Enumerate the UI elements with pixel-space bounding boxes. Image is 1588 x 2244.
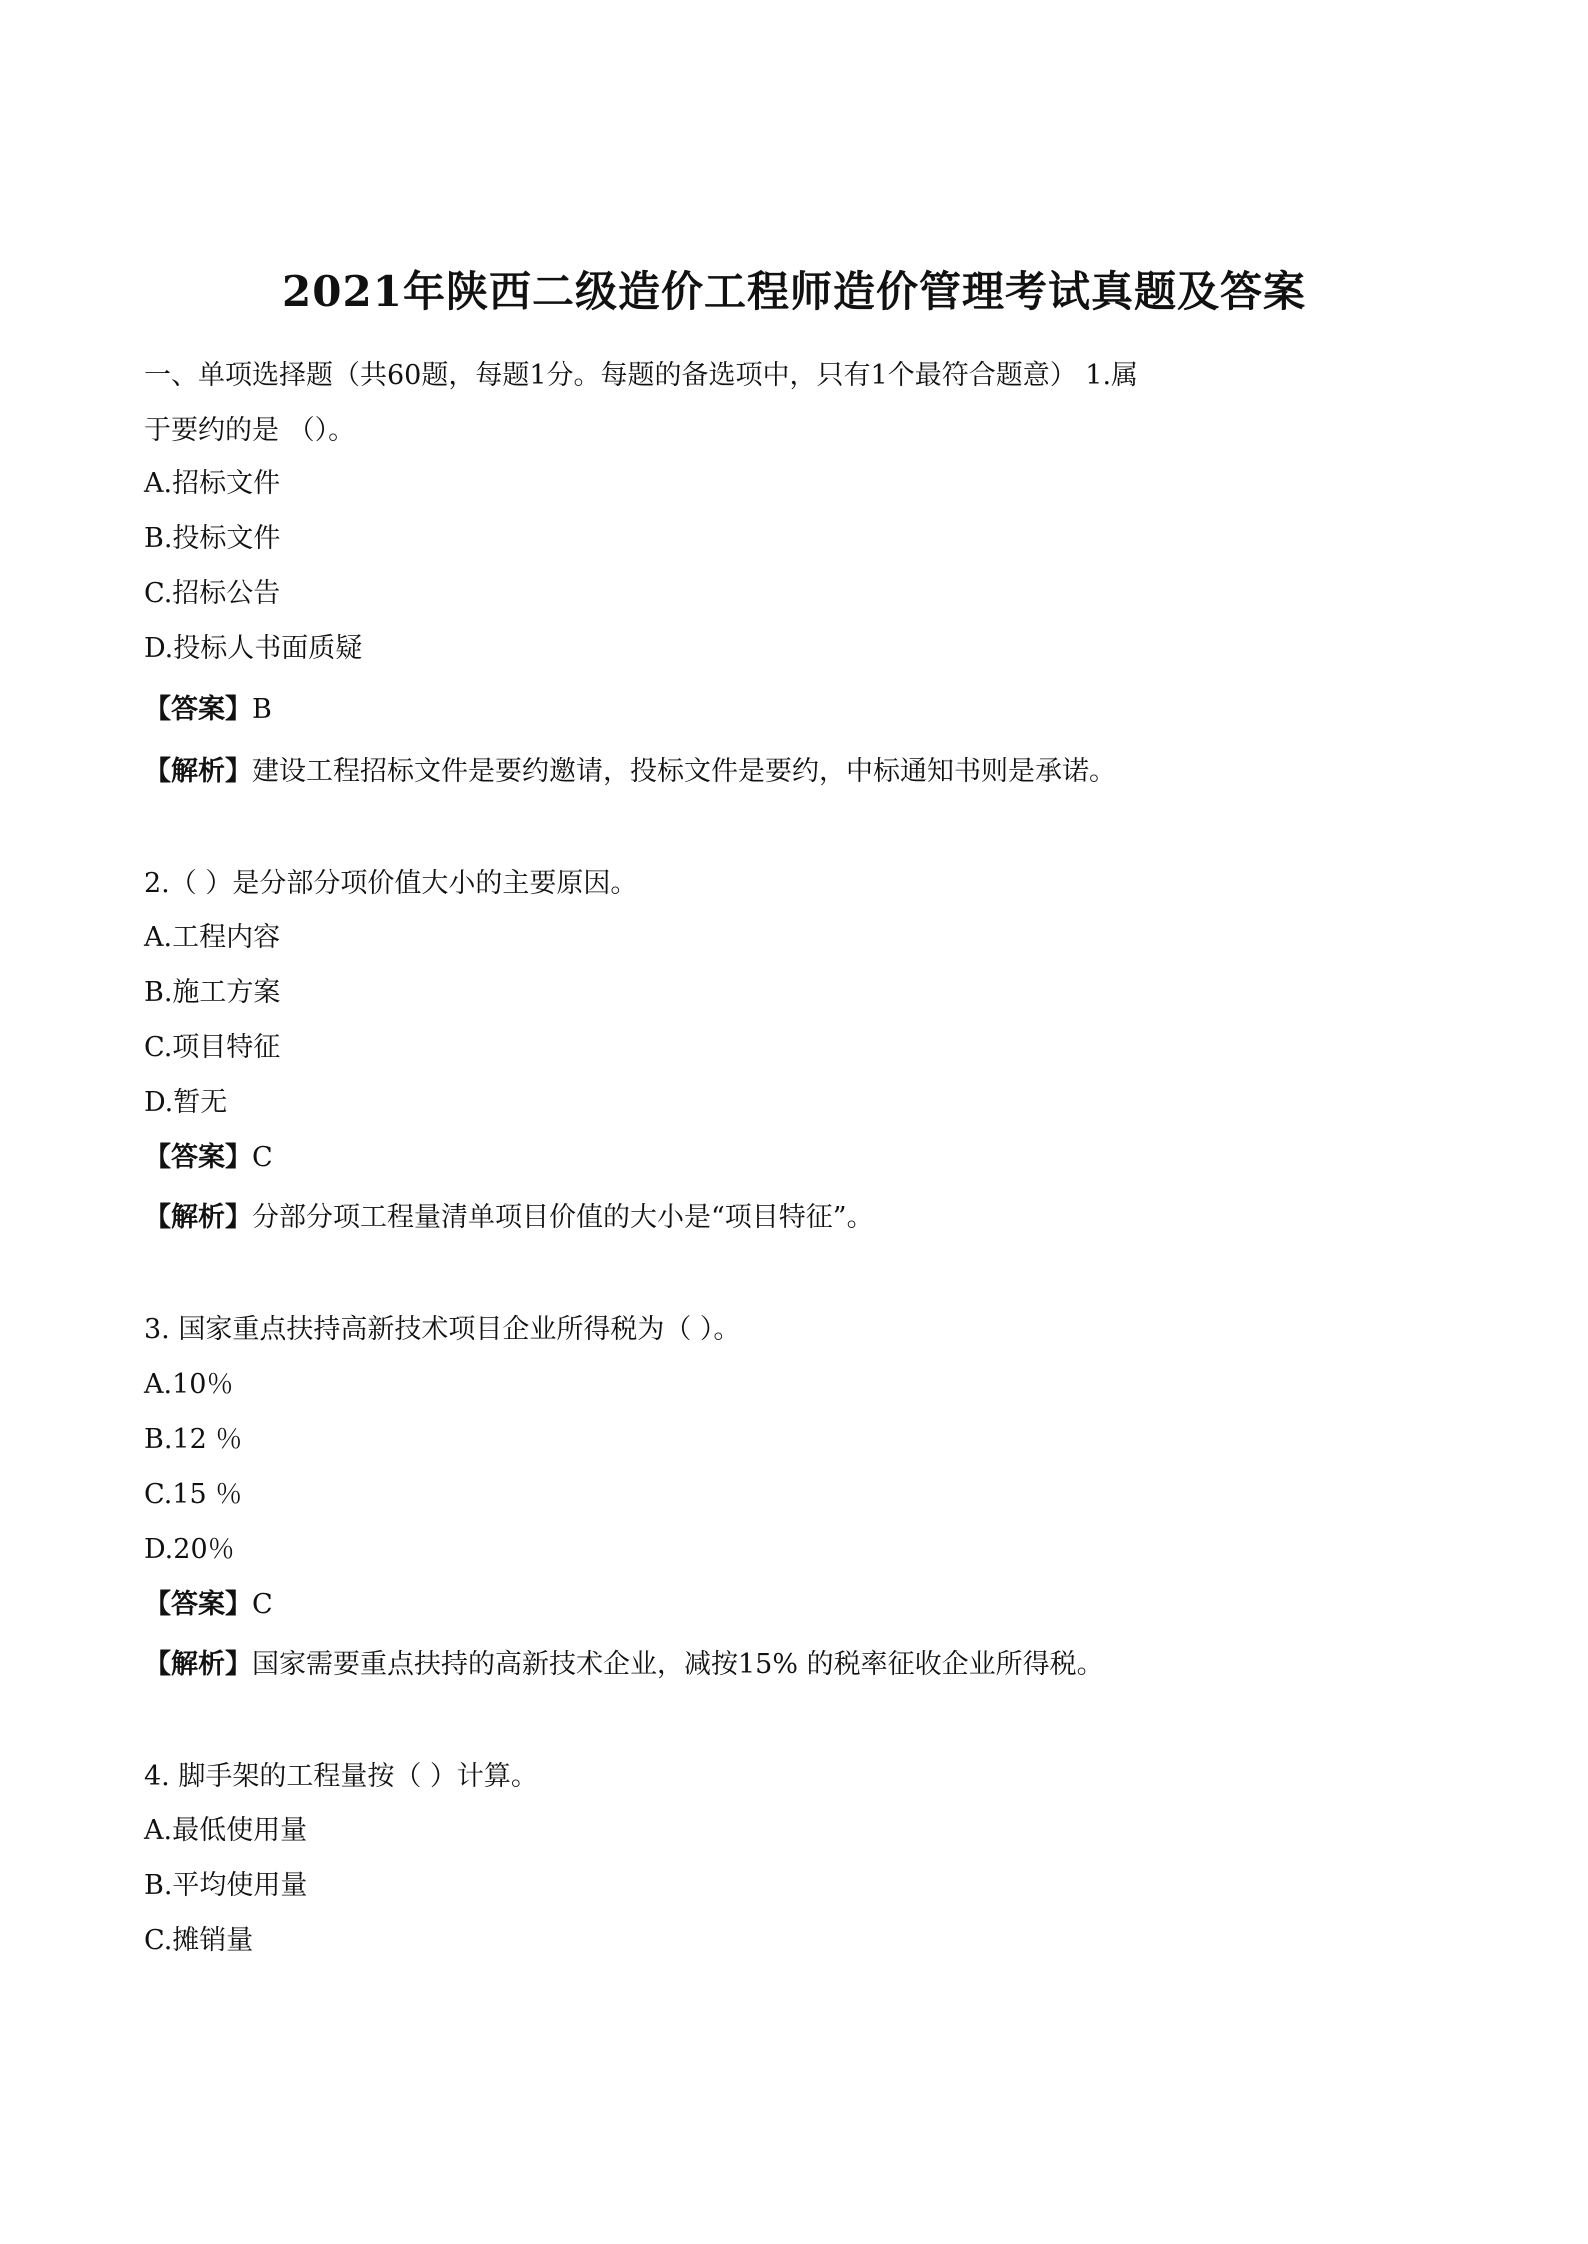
q1-option-b: B.投标文件: [144, 523, 281, 554]
answer-value: C: [252, 1142, 273, 1173]
q3-option-c: C.15 ％: [144, 1479, 243, 1510]
q4-option-a: A.最低使用量: [144, 1815, 308, 1846]
q4-option-c: C.摊销量: [144, 1925, 254, 1956]
q3-answer: [144, 1585, 273, 1625]
answer-value: B: [252, 694, 272, 725]
answer-value: C: [252, 1589, 273, 1620]
q3-option-a: A.10％: [144, 1369, 234, 1400]
analysis-text: 建设工程招标文件是要约邀请，投标文件是要约，中标通知书则是承诺。: [252, 756, 1116, 787]
analysis-text: 分部分项工程量清单项目价值的大小是“项目特征”。: [252, 1202, 874, 1233]
q1-option-a: A.招标文件: [144, 468, 281, 499]
analysis-label: 【解析】: [144, 756, 252, 787]
answer-label: 【答案】: [144, 1589, 252, 1620]
q1-answer: [144, 690, 272, 730]
section-intro-line-1: 一、单项选择题（共60题，每题1分。每题的备选项中，只有1个最符合题意） 1.属: [144, 360, 1139, 391]
answer-label: 【答案】: [144, 694, 252, 725]
q2-stem: 2.（ ）是分部分项价值大小的主要原因。: [144, 868, 638, 899]
q4-stem: 4. 脚手架的工程量按（ ）计算。: [144, 1761, 538, 1792]
answer-label: 【答案】: [144, 1142, 252, 1173]
q2-option-d: D.暂无: [144, 1087, 228, 1118]
q3-stem: 3. 国家重点扶持高新技术项目企业所得税为（ ）。: [144, 1314, 741, 1345]
q1-option-c: C.招标公告: [144, 578, 281, 609]
q2-analysis: [144, 1198, 874, 1238]
q4-option-b: B.平均使用量: [144, 1870, 308, 1901]
q2-option-c: C.项目特征: [144, 1032, 281, 1063]
q2-option-b: B.施工方案: [144, 977, 281, 1008]
analysis-text: 国家需要重点扶持的高新技术企业，减按15% 的税率征收企业所得税。: [252, 1649, 1104, 1680]
q3-option-d: D.20％: [144, 1534, 235, 1565]
analysis-label: 【解析】: [144, 1649, 252, 1680]
q3-analysis: [144, 1645, 1104, 1685]
q1-analysis: [144, 752, 1116, 792]
q2-option-a: A.工程内容: [144, 922, 281, 953]
q3-option-b: B.12 ％: [144, 1424, 243, 1455]
q2-answer: [144, 1138, 273, 1178]
q1-option-d: D.投标人书面质疑: [144, 633, 363, 664]
document-title: 2021年陕西二级造价工程师造价管理考试真题及答案: [282, 267, 1306, 316]
section-intro-line-2: 于要约的是 （）。: [144, 415, 356, 446]
analysis-label: 【解析】: [144, 1202, 252, 1233]
